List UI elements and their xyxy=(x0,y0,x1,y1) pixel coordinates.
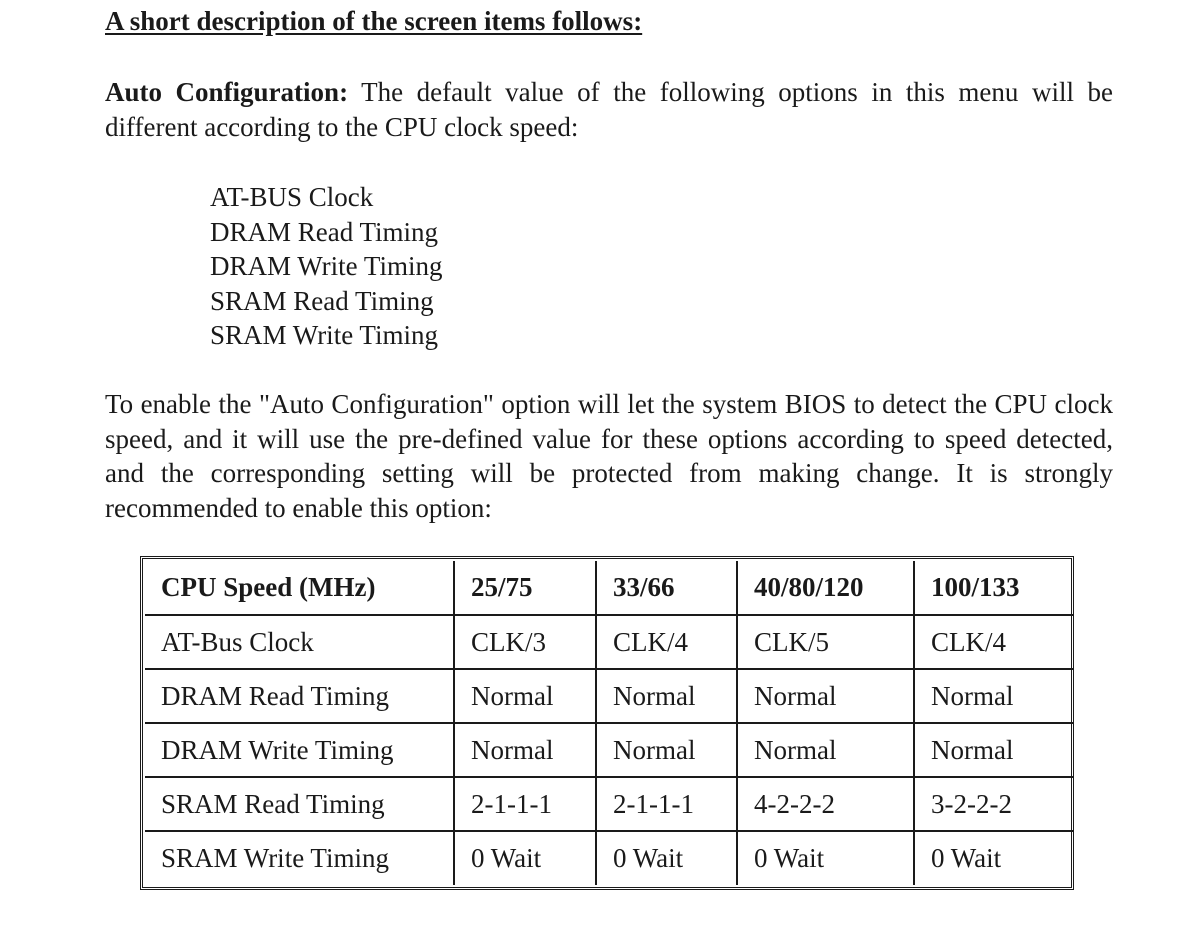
table-header-cell: 40/80/120 xyxy=(737,561,914,615)
table-cell: 0 Wait xyxy=(454,831,596,885)
table-cell: Normal xyxy=(737,723,914,777)
table-row xyxy=(145,723,1073,777)
table-row-label: SRAM Write Timing xyxy=(145,831,454,885)
table-header-cell: 25/75 xyxy=(454,561,596,615)
table-row xyxy=(145,615,1073,669)
table-row-label: SRAM Read Timing xyxy=(145,777,454,831)
table-cell: Normal xyxy=(737,669,914,723)
auto-configuration-label: Auto Configuration: xyxy=(105,77,349,107)
table-cell: 2-1-1-1 xyxy=(454,777,596,831)
table-cell: Normal xyxy=(914,669,1073,723)
table-header-row xyxy=(145,561,1073,615)
table-row xyxy=(145,831,1073,885)
table-cell: 2-1-1-1 xyxy=(596,777,737,831)
table-header-cell: 33/66 xyxy=(596,561,737,615)
table-row-label: DRAM Read Timing xyxy=(145,669,454,723)
auto-configuration-paragraph xyxy=(105,75,1113,144)
table-cell: CLK/5 xyxy=(737,615,914,669)
table-cell: CLK/4 xyxy=(596,615,737,669)
table-row-label: DRAM Write Timing xyxy=(145,723,454,777)
table-row xyxy=(145,669,1073,723)
table-cell: 3-2-2-2 xyxy=(914,777,1073,831)
table-cell: 0 Wait xyxy=(914,831,1073,885)
table-header-cell: CPU Speed (MHz) xyxy=(145,561,454,615)
table-cell: Normal xyxy=(914,723,1073,777)
table-cell: Normal xyxy=(454,669,596,723)
option-item-dram-read-timing: DRAM Read Timing xyxy=(210,216,439,247)
table-cell: CLK/4 xyxy=(914,615,1073,669)
table-header-cell: 100/133 xyxy=(914,561,1073,615)
section-heading: A short description of the screen items follows: xyxy=(105,6,643,36)
option-item-sram-read-timing: SRAM Read Timing xyxy=(210,285,434,316)
table-cell: 4-2-2-2 xyxy=(737,777,914,831)
option-item-sram-write-timing: SRAM Write Timing xyxy=(210,320,438,350)
option-item-at-bus-clock: AT-BUS Clock xyxy=(210,182,374,212)
enable-paragraph: To enable the "Auto Configuration" option will let the system BIOS to detect the CPU clock speed, and it will use the pre-defined value for these options according to speed detected, and the corresponding setting will be protected from making change. It is strongly recommended to enable this option: xyxy=(105,389,1113,523)
table-cell: 0 Wait xyxy=(596,831,737,885)
table-cell: Normal xyxy=(596,723,737,777)
table-cell: CLK/3 xyxy=(454,615,596,669)
table-row-label: AT-Bus Clock xyxy=(145,615,454,669)
cpu-speed-table xyxy=(140,556,1074,890)
table-row xyxy=(145,777,1073,831)
option-list xyxy=(210,180,442,353)
auto-configuration-text: The default value of the following options in this menu will be different according to the CPU clock speed: xyxy=(105,77,1113,142)
table-cell: 0 Wait xyxy=(737,831,914,885)
option-item-dram-write-timing: DRAM Write Timing xyxy=(210,251,443,281)
table-cell: Normal xyxy=(454,723,596,777)
table-cell: Normal xyxy=(596,669,737,723)
